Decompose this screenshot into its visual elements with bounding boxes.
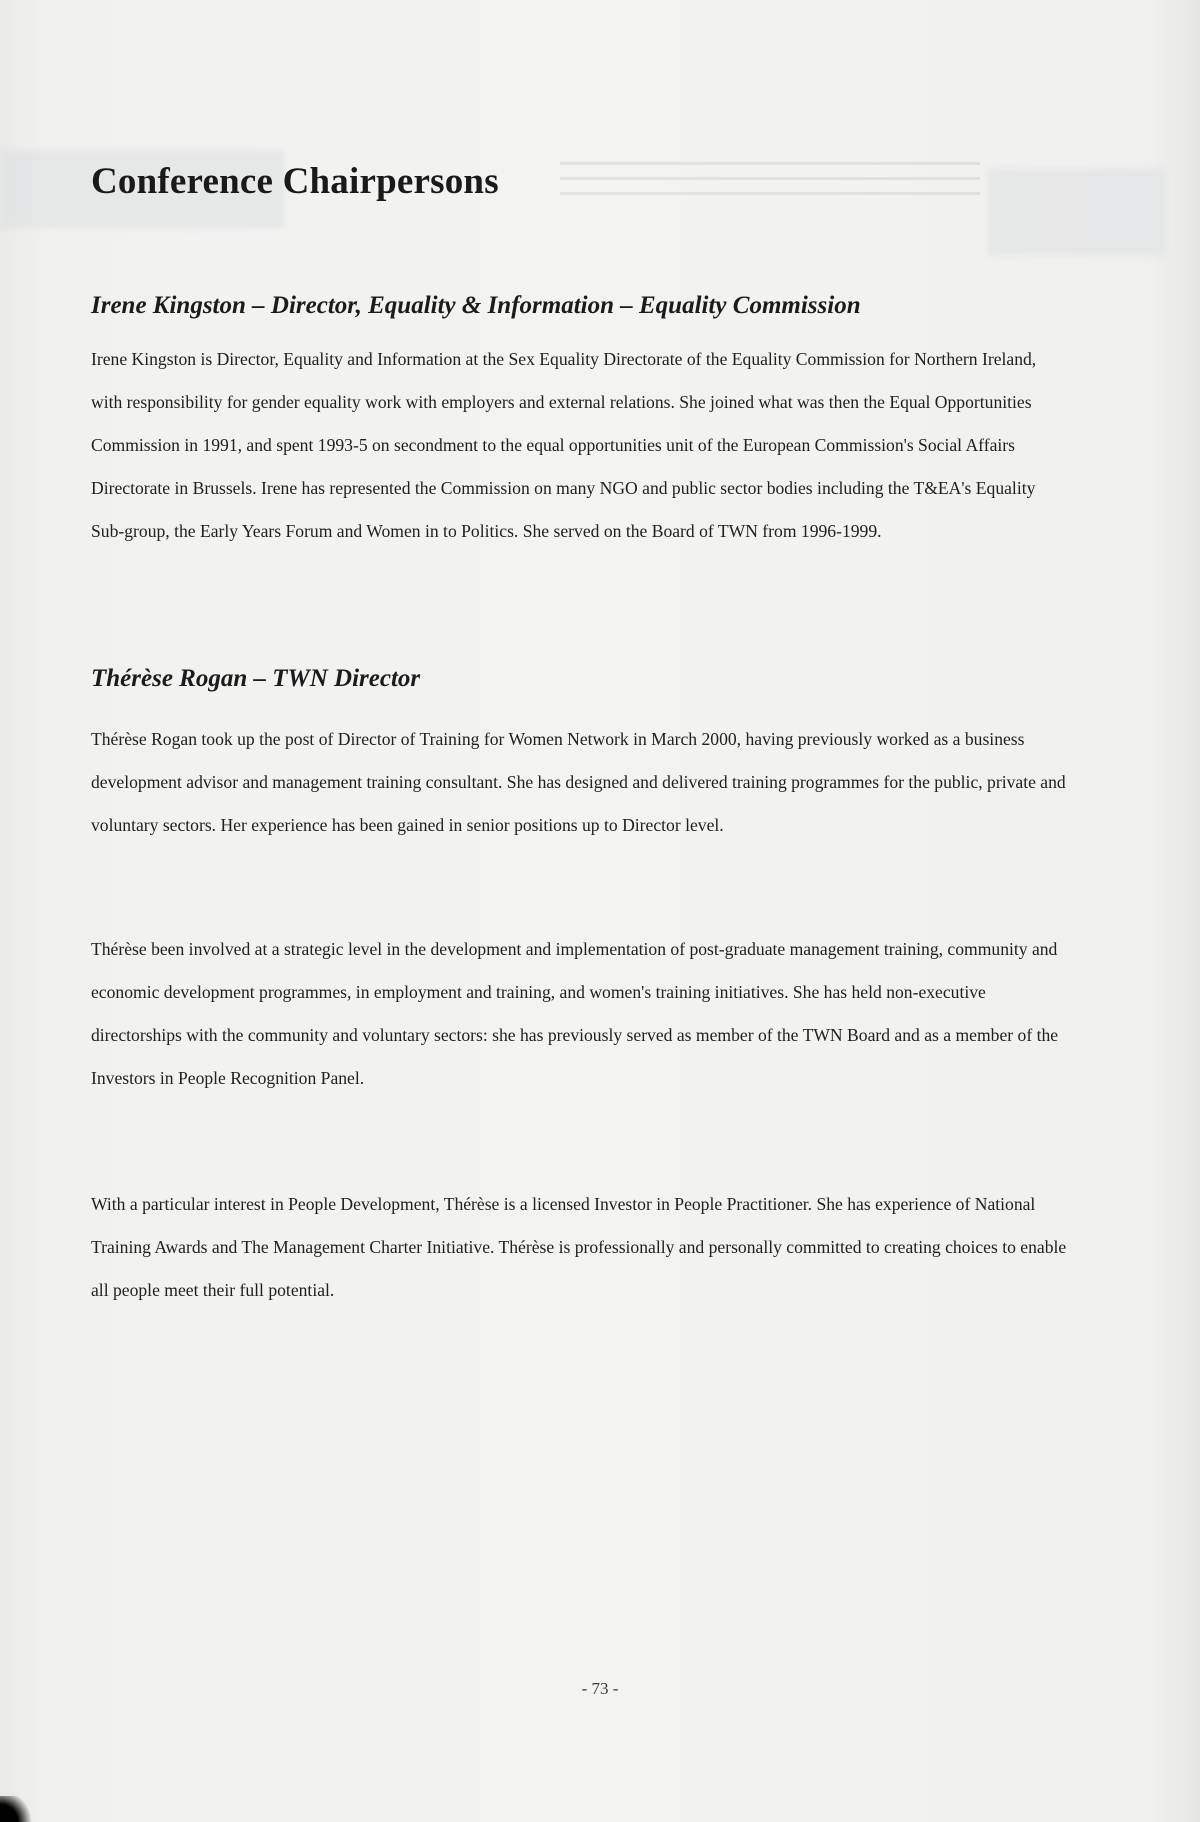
section-heading-therese-rogan: Thérèse Rogan – TWN Director — [91, 665, 421, 692]
therese-rogan-bio-paragraph-3: With a particular interest in People Development, Thérèse is a licensed Investor in People Practitioner. She has experience of National Training Awards and The Management Charter Initiative. Thérèse is professionally and personally committed to creating choices to enable all people meet their full potential. — [91, 1194, 1067, 1300]
show-through-block — [988, 168, 1166, 256]
show-through-text — [560, 150, 980, 210]
therese-rogan-bio-paragraph-2: Thérèse been involved at a strategic level in the development and implementation of post-graduate management training, community and economic development programmes, in employment and training, and women's training initiatives. She has held non-executive directorships with the community and voluntary sectors: she has previously served as member of the TWN Board and as a member of the Investors in People Recognition Panel. — [91, 939, 1059, 1088]
page-title: Conference Chairpersons — [91, 161, 499, 202]
scan-corner-mark — [0, 1796, 36, 1822]
page-number: - 73 - — [581, 1679, 619, 1698]
irene-kingston-bio: Irene Kingston is Director, Equality and Information at the Sex Equality Directorate of the Equality Commission for Northern Ireland, with responsibility for gender equality work with employers and external relations. She joined what was then the Equal Opportunities Commission in 1991, and spent 1993-5 on secondment to the equal opportunities unit of the European Commission's Social Affairs Directorate in Brussels. Irene has represented the Commission on many NGO and public sector bodies including the T&EA's Equality Sub-group, the Early Years Forum and Women in to Politics. She served on the Board of TWN from 1996-1999. — [91, 349, 1037, 541]
therese-rogan-bio-paragraph-1: Thérèse Rogan took up the post of Director of Training for Women Network in March 2000, having previously worked as a business development advisor and management training consultant. She has designed and delivered training programmes for the public, private and voluntary sectors. Her experience has been gained in senior positions up to Director level. — [91, 729, 1066, 835]
section-heading-irene-kingston: Irene Kingston – Director, Equality & Information – Equality Commission — [91, 292, 861, 319]
